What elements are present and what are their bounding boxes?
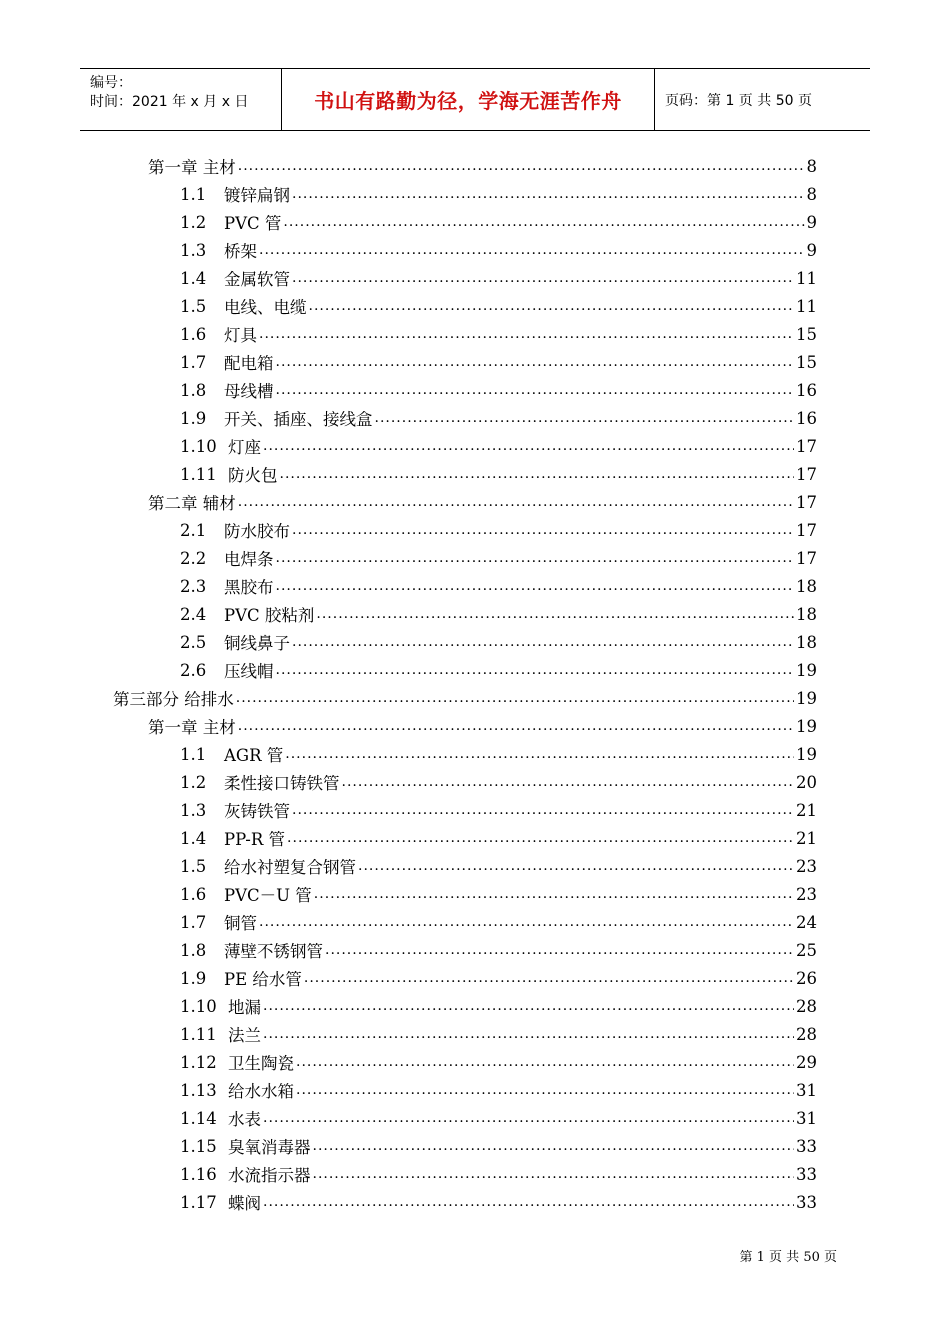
toc-entry-title: 地漏 xyxy=(228,998,261,1017)
toc-entry-title: 水流指示器 xyxy=(228,1166,311,1185)
toc-entry-number: 1.17 xyxy=(180,1192,217,1212)
toc-entry-number: 1.11 xyxy=(180,464,217,484)
toc-dot-leader xyxy=(238,718,794,734)
toc-entry-title: 母线槽 xyxy=(224,382,274,401)
toc-entry-title: 给水衬塑复合钢管 xyxy=(224,858,356,877)
toc-dot-leader xyxy=(358,858,794,874)
toc-dot-leader xyxy=(313,1138,795,1154)
toc-entry-number: 1.5 xyxy=(180,296,207,316)
toc-entry-title: 电焊条 xyxy=(224,550,274,569)
toc-entry-number: 1.9 xyxy=(180,968,207,988)
toc-entry-number: 1.12 xyxy=(180,1052,217,1072)
toc-entry[interactable] xyxy=(0,348,817,376)
toc-entry[interactable] xyxy=(0,320,817,348)
toc-entry-number: 1.8 xyxy=(180,380,207,400)
time-label: 时间：2021 年 x 月 x 日 xyxy=(90,94,249,110)
toc-entry-number: 1.10 xyxy=(180,996,217,1016)
toc-entry[interactable] xyxy=(0,488,817,516)
toc-entry[interactable] xyxy=(0,1188,817,1216)
toc-dot-leader xyxy=(276,550,795,566)
toc-entry-title: 开关、插座、接线盒 xyxy=(224,410,373,429)
toc-entry-page: 8 xyxy=(806,184,817,204)
toc-entry-page: 21 xyxy=(796,800,817,820)
toc-dot-leader xyxy=(276,382,795,398)
toc-entry-number: 1.5 xyxy=(180,856,207,876)
toc-entry-number: 1.1 xyxy=(180,184,207,204)
toc-entry-number: 2.4 xyxy=(180,604,207,624)
toc-dot-leader xyxy=(325,942,794,958)
toc-entry-number: 1.2 xyxy=(180,212,207,232)
toc-entry-page: 17 xyxy=(796,436,817,456)
toc-dot-leader xyxy=(276,354,795,370)
toc-dot-leader xyxy=(292,186,805,202)
toc-entry-number: 1.11 xyxy=(180,1024,217,1044)
toc-dot-leader xyxy=(263,438,794,454)
toc-entry-page: 15 xyxy=(796,324,817,344)
toc-dot-leader xyxy=(296,1054,794,1070)
toc-entry[interactable] xyxy=(0,740,817,768)
toc-entry-page: 23 xyxy=(796,856,817,876)
toc-entry-page: 28 xyxy=(796,996,817,1016)
page-footer: 第 1 页 共 50 页 xyxy=(739,1250,837,1265)
toc-entry-number: 1.4 xyxy=(180,268,207,288)
toc-entry-title: 镀锌扁钢 xyxy=(224,186,290,205)
toc-entry-page: 33 xyxy=(796,1164,817,1184)
toc-entry-title: 灯座 xyxy=(228,438,261,457)
toc-entry-page: 31 xyxy=(796,1080,817,1100)
toc-entry-page: 19 xyxy=(796,688,817,708)
number-label: 编号： xyxy=(90,75,132,91)
toc-entry[interactable] xyxy=(0,852,817,880)
toc-entry[interactable] xyxy=(0,572,817,600)
toc-entry-number: 1.8 xyxy=(180,940,207,960)
toc-entry-number: 1.16 xyxy=(180,1164,217,1184)
toc-entry-title: 桥架 xyxy=(224,242,257,261)
toc-entry-page: 8 xyxy=(806,156,817,176)
toc-dot-leader xyxy=(236,690,794,706)
toc-entry[interactable] xyxy=(0,880,817,908)
toc-entry[interactable] xyxy=(0,712,817,740)
toc-entry[interactable] xyxy=(0,432,817,460)
toc-dot-leader xyxy=(259,242,805,258)
toc-entry-number: 1.7 xyxy=(180,912,207,932)
toc-entry-page: 33 xyxy=(796,1136,817,1156)
toc-entry[interactable] xyxy=(0,208,817,236)
toc-entry[interactable] xyxy=(0,908,817,936)
toc-entry-number: 1.9 xyxy=(180,408,207,428)
toc-entry-page: 31 xyxy=(796,1108,817,1128)
toc-dot-leader xyxy=(316,606,794,622)
toc-dot-leader xyxy=(296,1082,794,1098)
toc-entry-page: 17 xyxy=(796,464,817,484)
toc-dot-leader xyxy=(292,270,794,286)
toc-entry-number: 2.5 xyxy=(180,632,207,652)
toc-entry-number: 1.1 xyxy=(180,744,207,764)
toc-entry-title: 卫生陶瓷 xyxy=(228,1054,294,1073)
toc-dot-leader xyxy=(309,298,795,314)
toc-entry-number: 1.4 xyxy=(180,828,207,848)
toc-dot-leader xyxy=(259,914,794,930)
toc-dot-leader xyxy=(313,1166,795,1182)
toc-entry-title: 蝶阀 xyxy=(228,1194,261,1213)
toc-entry[interactable] xyxy=(0,376,817,404)
toc-dot-leader xyxy=(342,774,795,790)
toc-entry-page: 25 xyxy=(796,940,817,960)
toc-entry[interactable] xyxy=(0,236,817,264)
toc-dot-leader xyxy=(238,158,805,174)
toc-entry-page: 18 xyxy=(796,632,817,652)
toc-entry-title: 薄壁不锈钢管 xyxy=(224,942,323,961)
toc-entry-number: 1.13 xyxy=(180,1080,217,1100)
toc-entry[interactable] xyxy=(0,1020,817,1048)
toc-dot-leader xyxy=(280,466,795,482)
toc-entry[interactable] xyxy=(0,1104,817,1132)
toc-dot-leader xyxy=(314,886,794,902)
toc-entry-page: 17 xyxy=(796,520,817,540)
toc-entry-number: 1.6 xyxy=(180,884,207,904)
toc-entry-number: 1.3 xyxy=(180,800,207,820)
toc-entry-title: AGR 管 xyxy=(224,746,284,765)
toc-entry-title: 第一章 主材 xyxy=(148,158,236,177)
toc-entry[interactable] xyxy=(0,600,817,628)
toc-entry-title: 配电箱 xyxy=(224,354,274,373)
toc-dot-leader xyxy=(292,522,794,538)
toc-entry-page: 9 xyxy=(806,240,817,260)
toc-entry-number: 1.14 xyxy=(180,1108,217,1128)
toc-entry-page: 15 xyxy=(796,352,817,372)
toc-entry-page: 9 xyxy=(806,212,817,232)
toc-entry-page: 19 xyxy=(796,716,817,736)
toc-dot-leader xyxy=(304,970,794,986)
toc-entry-page: 24 xyxy=(796,912,817,932)
toc-dot-leader xyxy=(263,1026,794,1042)
header-meta-cell xyxy=(80,69,282,130)
motto-text: 书山有路勤为径，学海无涯苦作舟 xyxy=(314,89,622,113)
toc-entry-title: 灯具 xyxy=(224,326,257,345)
toc-entry[interactable] xyxy=(0,684,817,712)
toc-entry[interactable] xyxy=(0,1076,817,1104)
toc-entry-title: 法兰 xyxy=(228,1026,261,1045)
toc-entry[interactable] xyxy=(0,992,817,1020)
toc-entry-title: 水表 xyxy=(228,1110,261,1129)
toc-entry[interactable] xyxy=(0,1160,817,1188)
toc-entry-title: 铜线鼻子 xyxy=(224,634,290,653)
toc-dot-leader xyxy=(263,998,794,1014)
toc-entry-number: 1.3 xyxy=(180,240,207,260)
toc-entry-title: 防火包 xyxy=(228,466,278,485)
toc-entry-number: 1.10 xyxy=(180,436,217,456)
toc-entry-title: PVC 管 xyxy=(224,214,282,233)
toc-dot-leader xyxy=(238,494,794,510)
toc-entry-title: 灰铸铁管 xyxy=(224,802,290,821)
toc-entry-page: 26 xyxy=(796,968,817,988)
toc-entry-title: 第二章 辅材 xyxy=(148,494,236,513)
toc-entry[interactable] xyxy=(0,264,817,292)
table-of-contents xyxy=(0,152,950,1216)
toc-dot-leader xyxy=(276,578,795,594)
toc-entry-title: PE 给水管 xyxy=(224,970,302,989)
toc-entry-page: 18 xyxy=(796,604,817,624)
toc-entry-page: 17 xyxy=(796,492,817,512)
toc-dot-leader xyxy=(375,410,795,426)
toc-entry[interactable] xyxy=(0,544,817,572)
toc-dot-leader xyxy=(263,1110,794,1126)
toc-entry-title: 柔性接口铸铁管 xyxy=(224,774,340,793)
toc-entry-number: 2.2 xyxy=(180,548,207,568)
toc-entry-title: 臭氧消毒器 xyxy=(228,1138,311,1157)
toc-entry-page: 28 xyxy=(796,1024,817,1044)
toc-entry-page: 11 xyxy=(796,296,817,316)
toc-dot-leader xyxy=(276,662,795,678)
toc-entry-number: 1.15 xyxy=(180,1136,217,1156)
toc-entry-page: 17 xyxy=(796,548,817,568)
toc-entry-page: 18 xyxy=(796,576,817,596)
toc-entry[interactable] xyxy=(0,516,817,544)
toc-entry-number: 1.2 xyxy=(180,772,207,792)
toc-entry-title: PP-R 管 xyxy=(224,830,286,849)
toc-entry-number: 2.6 xyxy=(180,660,207,680)
toc-entry-title: 压线帽 xyxy=(224,662,274,681)
toc-entry[interactable] xyxy=(0,628,817,656)
toc-dot-leader xyxy=(287,830,794,846)
toc-entry-page: 16 xyxy=(796,380,817,400)
toc-dot-leader xyxy=(285,746,794,762)
toc-entry-title: 给水水箱 xyxy=(228,1082,294,1101)
toc-entry-number: 1.7 xyxy=(180,352,207,372)
header-motto-cell xyxy=(282,69,655,130)
toc-entry-title: 铜管 xyxy=(224,914,257,933)
toc-entry-page: 11 xyxy=(796,268,817,288)
toc-entry[interactable] xyxy=(0,824,817,852)
toc-entry-title: PVC－U 管 xyxy=(224,886,312,905)
toc-entry-title: 防水胶布 xyxy=(224,522,290,541)
page-info: 页码：第 1 页 共 50 页 xyxy=(665,92,812,109)
toc-entry-page: 21 xyxy=(796,828,817,848)
toc-entry[interactable] xyxy=(0,460,817,488)
header-page-cell xyxy=(655,69,870,130)
toc-entry[interactable] xyxy=(0,1048,817,1076)
toc-entry[interactable] xyxy=(0,768,817,796)
page-header xyxy=(80,68,870,131)
toc-entry[interactable] xyxy=(0,1132,817,1160)
toc-entry-title: 第一章 主材 xyxy=(148,718,236,737)
toc-entry[interactable] xyxy=(0,404,817,432)
toc-entry-title: 黑胶布 xyxy=(224,578,274,597)
toc-entry-number: 2.3 xyxy=(180,576,207,596)
toc-dot-leader xyxy=(263,1194,794,1210)
toc-entry[interactable] xyxy=(0,936,817,964)
toc-entry-page: 23 xyxy=(796,884,817,904)
toc-entry[interactable] xyxy=(0,796,817,824)
toc-entry-title: 金属软管 xyxy=(224,270,290,289)
toc-entry-page: 19 xyxy=(796,660,817,680)
toc-entry[interactable] xyxy=(0,152,817,180)
toc-entry-page: 19 xyxy=(796,744,817,764)
toc-entry-page: 33 xyxy=(796,1192,817,1212)
toc-entry-number: 1.6 xyxy=(180,324,207,344)
toc-entry[interactable] xyxy=(0,180,817,208)
toc-entry-page: 29 xyxy=(796,1052,817,1072)
toc-entry-title: PVC 胶粘剂 xyxy=(224,606,315,625)
toc-entry-title: 第三部分 给排水 xyxy=(113,690,234,709)
toc-dot-leader xyxy=(283,214,804,230)
toc-entry[interactable] xyxy=(0,292,817,320)
toc-entry-page: 16 xyxy=(796,408,817,428)
toc-dot-leader xyxy=(292,634,794,650)
toc-entry-number: 2.1 xyxy=(180,520,207,540)
toc-dot-leader xyxy=(259,326,794,342)
toc-entry[interactable] xyxy=(0,964,817,992)
toc-entry-title: 电线、电缆 xyxy=(224,298,307,317)
toc-dot-leader xyxy=(292,802,794,818)
toc-entry[interactable] xyxy=(0,656,817,684)
toc-entry-page: 20 xyxy=(796,772,817,792)
